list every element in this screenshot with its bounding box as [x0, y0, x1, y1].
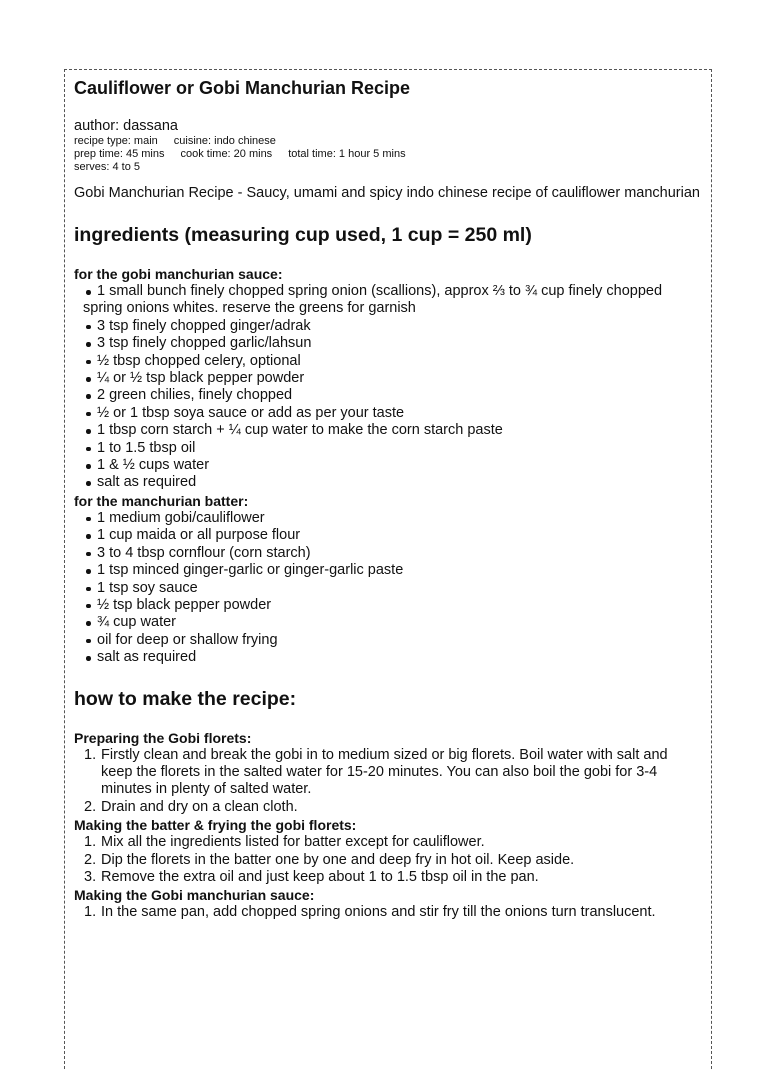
list-item: 1 medium gobi/cauliflower [74, 510, 699, 527]
recipe-title: Cauliflower or Gobi Manchurian Recipe [74, 78, 411, 98]
recipe-meta-row-1 [74, 135, 711, 148]
list-item: oil for deep or shallow frying [74, 632, 699, 649]
step-item: In the same pan, add chopped spring onions and stir fry till the onions turn translucent. [101, 904, 656, 921]
list-item: 3 tsp finely chopped ginger/adrak [74, 318, 699, 335]
step-item: Mix all the ingredients listed for batter except for cauliflower. [101, 834, 485, 851]
list-item: ¾ cup water [74, 614, 699, 631]
list-item: 1 small bunch finely chopped spring onion (scallions), approx ⅔ to ¾ cup finely chopped spring onions whites. reserve the greens for garnish [74, 283, 699, 318]
recipe-cuisine: cuisine: indo chinese [173, 135, 276, 147]
step-item: Dip the florets in the batter one by one and deep fry in hot oil. Keep aside. [101, 851, 575, 868]
batter-frying-steps [74, 834, 699, 886]
florets-heading: Preparing the Gobi florets: [74, 729, 252, 746]
sauce-method-heading: Making the Gobi manchurian sauce: [74, 887, 315, 904]
recipe-type: recipe type: main [74, 135, 158, 147]
list-item: 1 & ½ cups water [74, 457, 699, 474]
list-item: 1 tbsp corn starch + ¼ cup water to make the corn starch paste [74, 422, 699, 439]
recipe-meta-row-2 [74, 148, 711, 161]
list-item: salt as required [74, 649, 699, 666]
cook-time: cook time: 20 mins [180, 148, 273, 160]
ingredients-heading: ingredients (measuring cup used, 1 cup = 250 ml) [74, 224, 532, 246]
prep-time: prep time: 45 mins [74, 148, 165, 160]
list-item: ¼ or ½ tsp black pepper powder [74, 370, 699, 387]
list-item: ½ or 1 tbsp soya sauce or add as per your taste [74, 405, 699, 422]
list-item: 1 to 1.5 tbsp oil [74, 440, 699, 457]
sauce-ingredients-list [74, 283, 699, 492]
recipe-card [64, 69, 712, 1069]
method-heading: how to make the recipe: [74, 687, 297, 710]
recipe-summary: Gobi Manchurian Recipe - Saucy, umami and spicy indo chinese recipe of cauliflower manchurian [74, 185, 700, 201]
list-item: 2 green chilies, finely chopped [74, 387, 699, 404]
batter-ingredients-heading: for the manchurian batter: [74, 492, 249, 509]
step-item: Firstly clean and break the gobi in to medium sized or big florets. Boil water with salt and keep the florets in the salted water for 15-20 minutes. You can also boil the gobi for 3-4 minutes in plenty of salted water. [101, 746, 668, 798]
sauce-method-steps [74, 904, 699, 921]
recipe-author: author: dassana [74, 118, 178, 134]
step-item: Drain and dry on a clean cloth. [101, 798, 298, 815]
list-item: 1 tsp soy sauce [74, 580, 699, 597]
batter-frying-heading: Making the batter & frying the gobi florets: [74, 817, 357, 834]
list-item: salt as required [74, 474, 699, 491]
list-item: 3 to 4 tbsp cornflour (corn starch) [74, 545, 699, 562]
total-time: total time: 1 hour 5 mins [288, 148, 406, 160]
list-item: ½ tsp black pepper powder [74, 597, 699, 614]
list-item: 1 tsp minced ginger-garlic or ginger-garlic paste [74, 562, 699, 579]
list-item: ½ tbsp chopped celery, optional [74, 353, 699, 370]
florets-steps [74, 747, 699, 817]
step-item: Remove the extra oil and just keep about 1 to 1.5 tbsp oil in the pan. [101, 868, 539, 885]
list-item: 1 cup maida or all purpose flour [74, 527, 699, 544]
sauce-ingredients-heading: for the gobi manchurian sauce: [74, 266, 283, 282]
recipe-serves: serves: 4 to 5 [74, 161, 141, 173]
batter-ingredients-list [74, 510, 699, 667]
list-item: 3 tsp finely chopped garlic/lahsun [74, 335, 699, 352]
